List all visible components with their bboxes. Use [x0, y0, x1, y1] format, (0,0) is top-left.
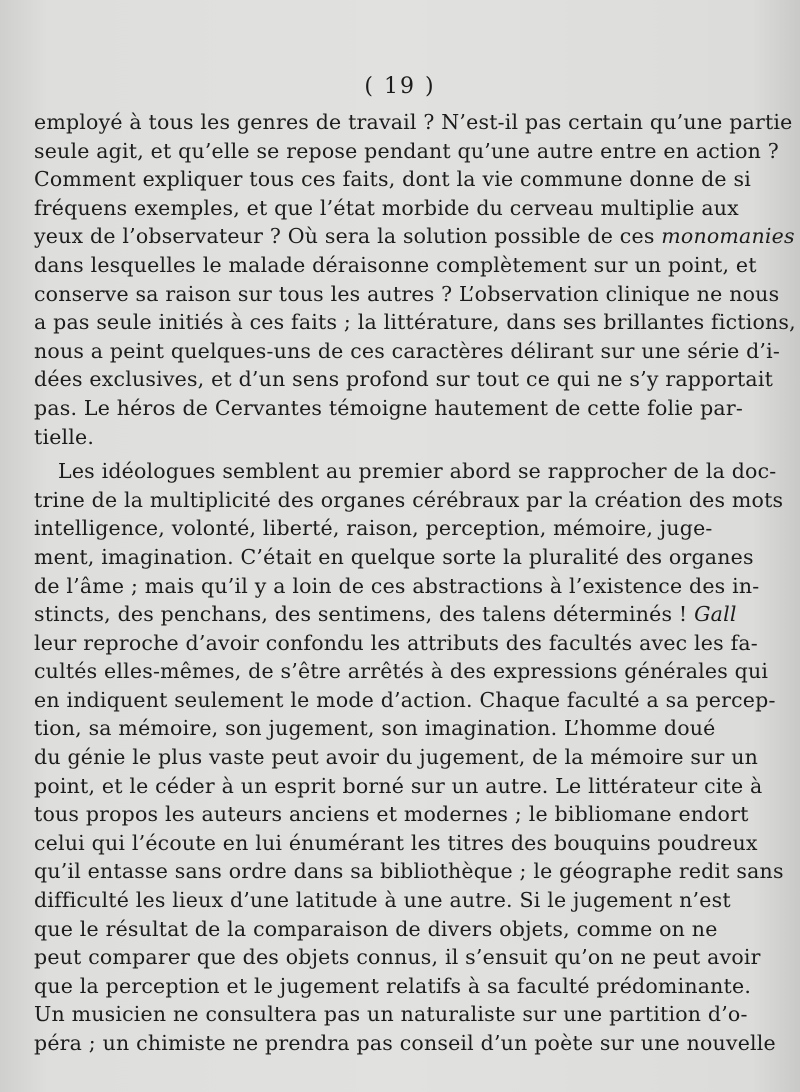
- text-line: seule agit, et qu’elle se repose pendant qu’une autre entre en action ?: [34, 138, 779, 163]
- italic-term: Gall: [694, 602, 737, 627]
- text-line: fréquens exemples, et que l’état morbide du cerveau multiplie aux: [34, 195, 739, 220]
- text-line: nous a peint quelques-uns de ces caractères délirant sur une série d’i-: [34, 338, 781, 363]
- text-line: cultés elles-mêmes, de s’être arrêtés à des expressions générales qui: [34, 659, 769, 684]
- text-line: que la perception et le jugement relatifs à sa faculté prédominante.: [34, 973, 752, 998]
- text-line: leur reproche d’avoir confondu les attributs des facultés avec les fa-: [34, 630, 758, 655]
- text-line: du génie le plus vaste peut avoir du jugement, de la mémoire sur un: [34, 745, 759, 770]
- text-line: que le résultat de la comparaison de divers objets, comme on ne: [34, 916, 718, 941]
- text-line: pas. Le héros de Cervantes témoigne hautement de cette folie par-: [34, 395, 743, 420]
- text-line: point, et le céder à un esprit borné sur un autre. Le littérateur cite à: [34, 773, 763, 798]
- text-line: qu’il entasse sans ordre dans sa bibliothèque ; le géographe redit sans: [34, 859, 784, 884]
- paragraph-2: [34, 457, 784, 1057]
- text-line: péra ; un chimiste ne prendra pas conseil d’un poète sur une nouvelle: [34, 1031, 776, 1055]
- body-text: [34, 108, 796, 1058]
- text-line: tous propos les auteurs anciens et modernes ; le bibliomane endort: [34, 802, 749, 827]
- text-line: en indiquent seulement le mode d’action. Chaque faculté a sa percep-: [34, 687, 776, 712]
- text-line: Un musicien ne consultera pas un naturaliste sur une partition d’o-: [34, 1002, 748, 1027]
- text-line: ment, imagination. C’était en quelque sorte la pluralité des organes: [34, 544, 754, 569]
- text-line: difficulté les lieux d’une latitude à une autre. Si le jugement n’est: [34, 888, 731, 913]
- italic-term: monomanies: [661, 224, 795, 249]
- text-line: tielle.: [34, 424, 95, 449]
- text-line: peut comparer que des objets connus, il s’ensuit qu’on ne peut avoir: [34, 945, 761, 970]
- text-line: a pas seule initiés à ces faits ; la littérature, dans ses brillantes fictions,: [34, 310, 796, 335]
- text-line: dées exclusives, et d’un sens profond sur tout ce qui ne s’y rapportait: [34, 367, 774, 392]
- text-line: de l’âme ; mais qu’il y a loin de ces abstractions à l’existence des in-: [34, 573, 760, 598]
- text-line: tion, sa mémoire, son jugement, son imagination. L’homme doué: [34, 716, 716, 741]
- text-line: intelligence, volonté, liberté, raison, perception, mémoire, juge-: [34, 516, 713, 541]
- text-line: dans lesquelles le malade déraisonne complètement sur un point, et: [34, 252, 757, 277]
- text-line: trine de la multiplicité des organes cérébraux par la création des mots: [34, 487, 784, 512]
- page-number: ( 19 ): [364, 74, 436, 99]
- paragraph-1: [34, 108, 796, 451]
- text-line: Comment expliquer tous ces faits, dont la vie commune donne de si: [34, 167, 751, 192]
- text-line: celui qui l’écoute en lui énumérant les titres des bouquins poudreux: [34, 830, 758, 855]
- text-line: Les idéologues semblent au premier abord se rapprocher de la doc-: [58, 459, 777, 484]
- text-line: yeux de l’observateur ? Où sera la solution possible de ces monomanies: [34, 224, 795, 249]
- text-line: employé à tous les genres de travail ? N’est-il pas certain qu’une partie: [34, 110, 793, 134]
- text-line: conserve sa raison sur tous les autres ? L’observation clinique ne nous: [34, 281, 780, 306]
- text-line: stincts, des penchans, des sentimens, des talens déterminés ! Gall: [34, 602, 737, 627]
